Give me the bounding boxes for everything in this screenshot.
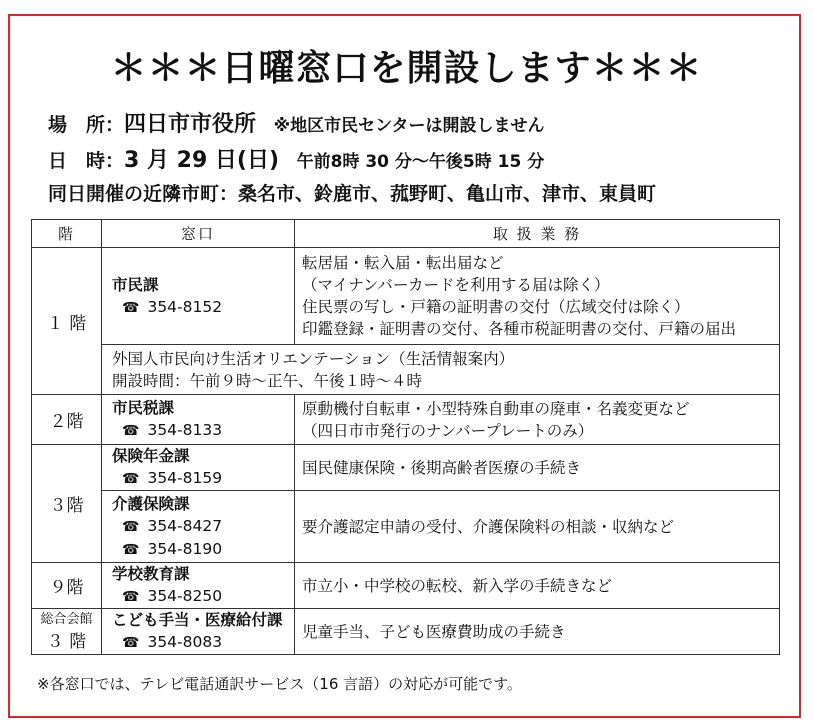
place-note: ※地区市民センターは開設しません xyxy=(273,116,545,136)
date-time: 午前8時 30 分～午後5時 15 分 xyxy=(296,152,545,172)
work-line: 転居届・転入届・転出届など xyxy=(302,254,504,272)
header-work: 取 扱 業 務 xyxy=(295,220,780,248)
tel xyxy=(112,585,294,608)
table-header-row xyxy=(32,220,780,248)
window-table xyxy=(31,219,780,655)
table-row xyxy=(32,445,780,491)
tel xyxy=(112,538,294,561)
tel xyxy=(112,296,294,319)
tel-number: 354-8190 xyxy=(147,539,223,558)
work-line: 原動機付自転車・小型特殊自動車の廃車・名義変更など xyxy=(302,399,690,418)
tel xyxy=(112,515,294,538)
dept-name: こども手当・医療給付課 xyxy=(112,611,283,629)
floor-building: 総合会館 xyxy=(40,611,93,627)
work-line: （四日市市発行のナンバープレートのみ） xyxy=(302,421,594,440)
tel xyxy=(112,419,294,442)
phone-icon: ☎ xyxy=(122,423,140,439)
tel-number: 354-8133 xyxy=(147,421,223,439)
work-line: 住民票の写し・戸籍の証明書の交付（広域交付は除く） xyxy=(302,298,690,316)
work-cell: 要介護認定申請の受付、介護保険料の相談・収納など xyxy=(295,491,780,563)
phone-icon: ☎ xyxy=(122,589,140,605)
work-cell xyxy=(295,395,780,445)
floor-cell: ３階 xyxy=(32,445,102,563)
dept-cell xyxy=(102,563,295,609)
dept-cell xyxy=(102,248,295,345)
table-row xyxy=(32,345,780,395)
tel xyxy=(112,631,294,654)
work-cell: 国民健康保険・後期高齢者医療の手続き xyxy=(295,445,780,491)
table-row xyxy=(32,491,780,563)
extra-line: 開設時間：午前９時～正午、午後１時～４時 xyxy=(112,371,423,390)
tel-number: 354-8159 xyxy=(147,469,223,487)
dept-cell xyxy=(102,395,295,445)
floor-cell xyxy=(32,609,102,655)
work-cell: 市立小・中学校の転校、新入学の手続きなど xyxy=(295,563,780,609)
floor-number: ３ 階 xyxy=(46,631,87,652)
tel-number: 354-8427 xyxy=(147,516,223,535)
place-line xyxy=(48,107,544,138)
tel-number: 354-8250 xyxy=(147,587,223,605)
table-row xyxy=(32,609,780,655)
dept-cell xyxy=(102,491,295,563)
tel-number: 354-8083 xyxy=(147,633,223,651)
date-label: 日 時： xyxy=(48,150,125,172)
place-value: 四日市市役所 xyxy=(124,112,257,137)
date-line xyxy=(48,143,544,174)
phone-icon: ☎ xyxy=(122,518,140,535)
floor-cell: ９階 xyxy=(32,563,102,609)
tel xyxy=(112,467,294,490)
phone-icon: ☎ xyxy=(122,635,140,651)
floor-cell: ２階 xyxy=(32,395,102,445)
dept-name: 介護保険課 xyxy=(112,494,190,513)
work-line: 印鑑登録・証明書の交付、各種市税証明書の交付、戸籍の届出 xyxy=(302,320,737,338)
dept-cell xyxy=(102,609,295,655)
table-row xyxy=(32,395,780,445)
table-row xyxy=(32,563,780,609)
dept-name: 保険年金課 xyxy=(112,447,190,465)
phone-icon: ☎ xyxy=(122,299,140,316)
header-floor: 階 xyxy=(32,220,102,248)
dept-cell xyxy=(102,445,295,491)
table-row xyxy=(32,248,780,345)
work-cell: 児童手当、子ども医療費助成の手続き xyxy=(295,609,780,655)
page-title: ＊＊＊日曜窓口を開設します＊＊＊ xyxy=(110,48,703,89)
work-line: （マイナンバーカードを利用する届は除く） xyxy=(302,276,610,294)
phone-icon: ☎ xyxy=(122,541,140,558)
work-cell xyxy=(295,248,780,345)
floor-cell: １ 階 xyxy=(32,248,102,395)
dept-name: 学校教育課 xyxy=(112,565,190,583)
date-value: 3 月 29 日(日) xyxy=(124,148,280,173)
extra-cell xyxy=(102,345,780,395)
tel-number: 354-8152 xyxy=(147,297,223,316)
dept-name: 市民課 xyxy=(112,275,159,294)
dept-name: 市民税課 xyxy=(112,399,175,417)
phone-icon: ☎ xyxy=(122,471,140,487)
header-window: 窓口 xyxy=(102,220,295,248)
nearby-cities: 同日開催の近隣市町：桑名市、鈴鹿市、菰野町、亀山市、津市、東員町 xyxy=(48,183,657,205)
footnote: ※各窓口では、テレビ電話通訳サービス（16 言語）の対応が可能です。 xyxy=(37,675,522,693)
place-label: 場 所： xyxy=(48,114,125,136)
extra-line: 外国人市民向け生活オリエンテーション（生活情報案内） xyxy=(112,349,515,368)
